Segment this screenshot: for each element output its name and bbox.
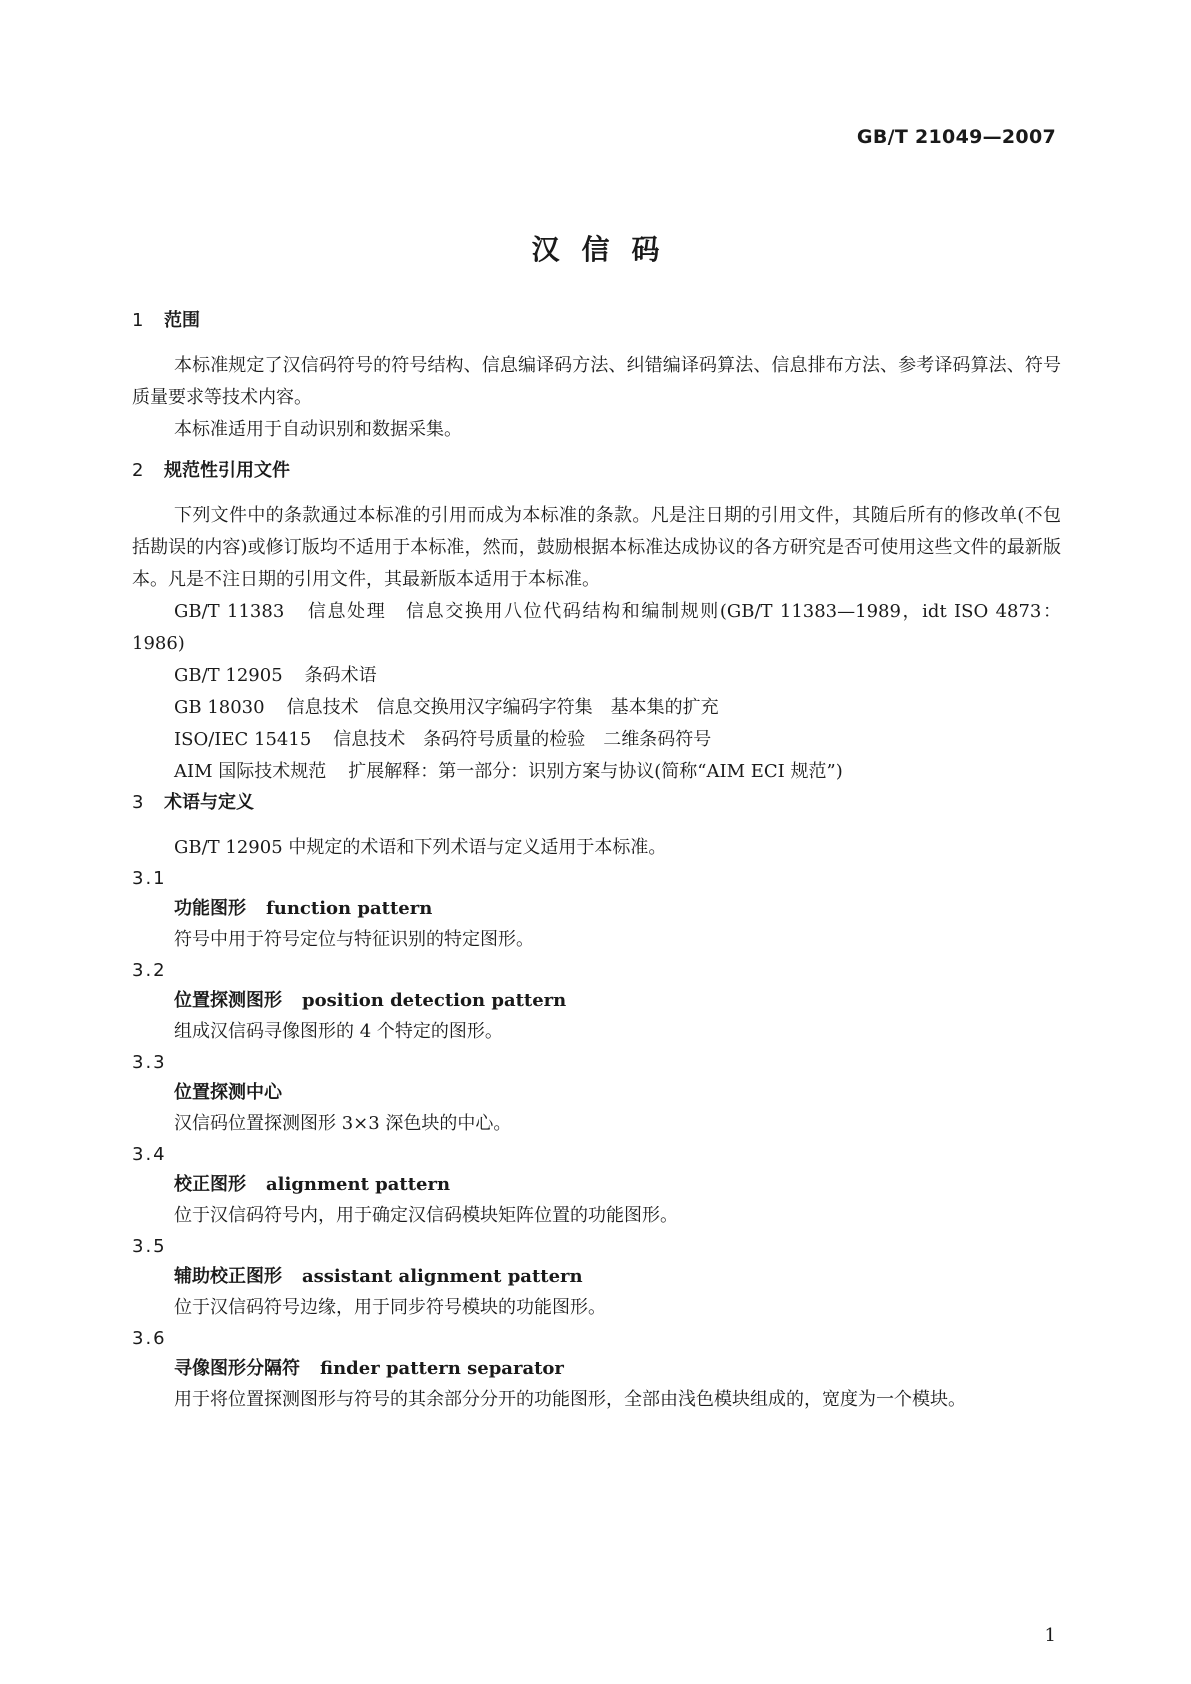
term-name [132, 1078, 1061, 1108]
paragraph: 本标准规定了汉信码符号的符号结构、信息编译码方法、纠错编译码算法、信息排布方法、参考译码算法、符号质量要求等技术内容。 [132, 355, 1061, 408]
term-number: 3.4 [132, 1144, 167, 1165]
term-name-en: assistant alignment pattern [302, 1266, 583, 1287]
term-entry [132, 1232, 1061, 1324]
paragraph: 下列文件中的条款通过本标准的引用而成为本标准的条款。凡是注日期的引用文件，其随后所有的修改单(不包括勘误的内容)或修订版均不适用于本标准，然而，鼓励根据本标准达成协议的各方研究是否可使用这些文件的最新版本。凡是不注日期的引用文件，其最新版本适用于本标准。 [132, 505, 1061, 590]
term-number: 3.5 [132, 1236, 167, 1257]
reference-code: GB 18030 [174, 697, 265, 718]
section-normative-references [132, 456, 1061, 788]
term-definition: 汉信码位置探测图形 3×3 深色块的中心。 [174, 1113, 512, 1134]
term-number: 3.2 [132, 960, 167, 981]
term-name [132, 1170, 1061, 1200]
section-scope [132, 306, 1061, 446]
section-heading [132, 788, 1061, 818]
section-number: 2 [132, 460, 144, 481]
reference-title: 信息技术 条码符号质量的检验 二维条码符号 [333, 729, 712, 750]
section-title: 规范性引用文件 [164, 460, 290, 481]
section-number: 3 [132, 792, 144, 813]
section-heading [132, 456, 1061, 486]
reference-title: 扩展解释：第一部分：识别方案与协议(简称“AIM ECI 规范”) [348, 761, 843, 782]
term-name-en: position detection pattern [302, 990, 567, 1011]
term-name-en: function pattern [266, 898, 433, 919]
reference-item [132, 596, 1061, 660]
term-definition: 组成汉信码寻像图形的 4 个特定的图形。 [174, 1021, 503, 1042]
section-heading [132, 306, 1061, 336]
term-entry [132, 1048, 1061, 1140]
term-entry [132, 1324, 1061, 1416]
term-name-zh: 校正图形 [174, 1174, 246, 1195]
section-title: 术语与定义 [164, 792, 254, 813]
term-entry [132, 1140, 1061, 1232]
reference-item [132, 724, 1061, 756]
reference-item [132, 692, 1061, 724]
term-definition: 位于汉信码符号内，用于确定汉信码模块矩阵位置的功能图形。 [174, 1205, 678, 1226]
term-name [132, 894, 1061, 924]
document-title: 汉信码 [531, 233, 682, 266]
reference-code: GB/T 12905 [174, 665, 283, 686]
term-name [132, 1354, 1061, 1384]
term-number: 3.6 [132, 1328, 167, 1349]
section-terms-definitions [132, 788, 1061, 1416]
reference-title: 信息技术 信息交换用汉字编码字符集 基本集的扩充 [286, 697, 719, 718]
term-name-zh: 寻像图形分隔符 [174, 1358, 300, 1379]
term-definition: 用于将位置探测图形与符号的其余部分分开的功能图形，全部由浅色模块组成的，宽度为一个模块。 [174, 1389, 966, 1410]
term-name-zh: 功能图形 [174, 898, 246, 919]
term-name-zh: 位置探测中心 [174, 1082, 282, 1103]
term-definition: 符号中用于符号定位与特征识别的特定图形。 [174, 929, 534, 950]
reference-title: 条码术语 [304, 665, 377, 686]
paragraph: 本标准适用于自动识别和数据采集。 [174, 419, 462, 440]
section-number: 1 [132, 310, 144, 331]
term-name-en: finder pattern separator [320, 1358, 564, 1379]
section-title: 范围 [164, 310, 200, 331]
reference-item [132, 756, 1061, 788]
term-definition: 位于汉信码符号边缘，用于同步符号模块的功能图形。 [174, 1297, 606, 1318]
reference-title: 信息处理 信息交换用八位代码结构和编制规则(GB/T 11383—1989，idt ISO 4873：1986) [132, 601, 1061, 654]
term-entry [132, 956, 1061, 1048]
page-number: 1 [1044, 1625, 1056, 1646]
reference-item [132, 660, 1061, 692]
term-name-en: alignment pattern [266, 1174, 451, 1195]
term-name-zh: 辅助校正图形 [174, 1266, 282, 1287]
term-entry [132, 864, 1061, 956]
term-name [132, 1262, 1061, 1292]
reference-code: ISO/IEC 15415 [174, 729, 312, 750]
paragraph: GB/T 12905 中规定的术语和下列术语与定义适用于本标准。 [174, 837, 667, 858]
term-number: 3.3 [132, 1052, 167, 1073]
reference-code: GB/T 11383 [174, 601, 285, 622]
term-number: 3.1 [132, 868, 167, 889]
term-name [132, 986, 1061, 1016]
term-name-zh: 位置探测图形 [174, 990, 282, 1011]
standard-number: GB/T 21049—2007 [856, 126, 1056, 148]
reference-code: AIM 国际技术规范 [174, 761, 327, 782]
